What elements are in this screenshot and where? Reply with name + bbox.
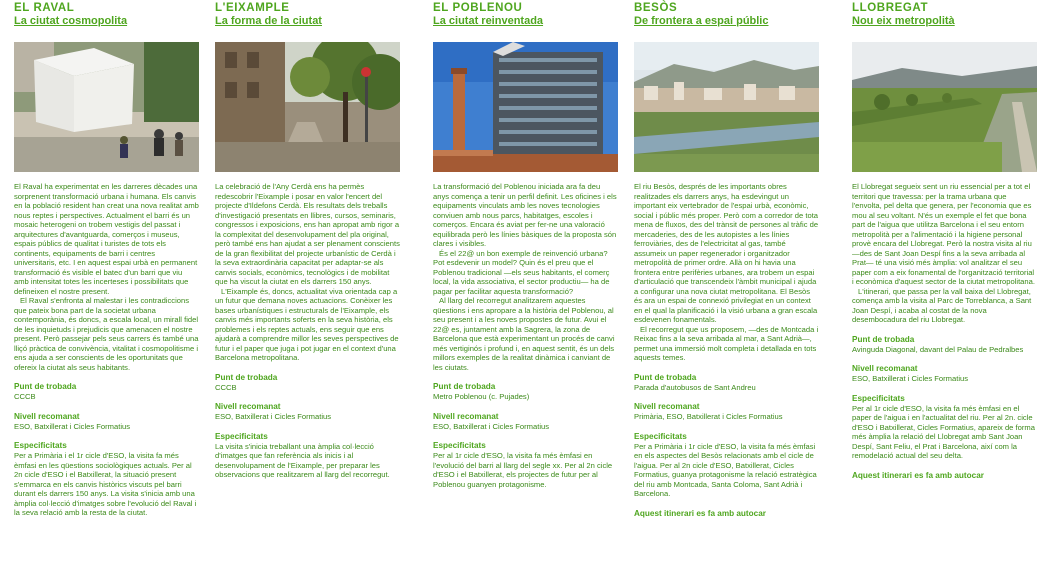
section-value: CCCB	[14, 392, 36, 401]
column-eixample	[215, 0, 400, 567]
section-heading: Especificitats	[215, 431, 268, 441]
section-value: CCCB	[215, 382, 237, 392]
section-value: ESO, Batxillerat i Cicles Formatius	[433, 421, 550, 431]
column-body	[852, 182, 1037, 325]
column-title: LLOBREGAT	[852, 2, 929, 14]
tree-lined-avenue-photo	[215, 42, 400, 172]
column-body	[215, 182, 400, 363]
section-value: Parada d'autobusos de Sant Andreu	[634, 382, 756, 392]
body-paragraph: El Llobregat segueix sent un riu essencial per a tot el territori que travessa: per la trama urbana que l'envolta, pel delta que genera, per l'economia que es mou al seu voltant. N'és un exemple el fet que bona part de l'aigua que utilitza Barcelona i el seu entorn metropolità per a l'alimentació i la higiene personal provè encara del Llobregat. Però la nostra visita al riu —des de Sant Joan Despí fins a la seva arribada al Prat— té una visió més àmplia: vol analitzar el seu paper com a eix fonamental de l'organització territorial i econòmica d'aquest sector de la ciutat metropolitana.	[852, 182, 1035, 286]
section-value: ESO, Batxillerat i Cicles Formatius	[852, 374, 969, 383]
section-value: La visita s'inicia treballant una àmplia col·lecció d'imatges que fan referència als inicis i al desenvolupament de l'Eixample, per preparar les observacions que realitzarem al llarg del recorregut.	[215, 441, 390, 479]
body-paragraph: La transformació del Poblenou iniciada ara fa deu anys comença a tenir un perfil definit. Les oficines i els equipaments vinculats amb les noves tecnologies conviuen amb nous parcs, habitatges, escoles i comerços. Encara és aviat per fer-ne una valoració equilibrada però les línies bàsiques de la proposta són clares i visibles.	[433, 182, 617, 248]
section-heading: Nivell recomanat	[215, 402, 281, 411]
column-llobregat	[852, 0, 1037, 567]
column-title: EL RAVAL	[14, 2, 75, 14]
section-heading: Nivell recomanat	[634, 402, 700, 411]
body-paragraph: El Raval s'enfronta al malestar i les contradiccions que pateix bona part de la societat urbana contemporània, és doncs, a escala local, un mirall fidel de les inquietuds i prejudicis que amenacen el nostre present. Però passejar pels seus carrers és també una lliçó pràctica de convivència, vitalitat i cosmopolitisme i ens ajuda a ser conscients de les oportunitats que ofereix la ciutat als seus habitants.	[14, 296, 199, 372]
market-tent-photo	[14, 42, 199, 172]
body-paragraph: L'itinerari, que passa per la vall baixa del Llobregat, comença amb la visita al Parc de Torreblanca, a Sant Joan Despí, i acaba al costat de la nova desembocadura del riu Llobregat.	[852, 286, 1032, 324]
section-value: Per al 1r cicle d'ESO, la visita fa més èmfasi en l'evolució del barri al llarg del segle xx. Per al 2n cicle d'ESO i el Batxillerat, els projectes de futur per al Poblenou guanyen protagonisme.	[433, 451, 613, 489]
body-paragraph: És el 22@ un bon exemple de reinvenció urbana? Pot esdevenir un model? Quin és el preu que el Poblenou tradicional —els seus habitants, el comerç local, la vida associativa, el sector productiu— ha de pagar per facilitar aquesta transformació?	[433, 248, 610, 296]
body-paragraph: El Raval ha experimentat en les darreres dècades una sorprenent transformació urbana i humana. Els canvis en la població resident han creat una nova realitat amb nous reptes i perspectives. Actualment el barri és un mosaic heterogeni on trobem vestigis del passat i arquitectures d'avantguarda, comerços i museus, espais públics de qualitat i turistes de tots els continents, equipaments de barri i centres universitaris, etc. I en aquest espai urbà en permanent transformació és visible el batec d'un barri que viu amb intensitat totes les incerteses i possibilitats que defineixen el nostre present.	[14, 182, 199, 296]
section-value: Per a Primària i el 1r cicle d'ESO, la visita fa més èmfasi en les qüestions sociològiques actuals. Per al 2n cicle d'ESO i el Batxillerat, la situació present s'emmarca en els canvis històrics viscuts pel barri durant els darrers 150 anys. La visita s'inicia amb una àmplia col·lecció d'imatges sobre l'evolució del Raval i la seva relació amb la resta de la ciutat.	[14, 451, 197, 517]
section-heading: Especificitats	[852, 393, 905, 403]
body-paragraph: La celebració de l'Any Cerdà ens ha permès redescobrir l'Eixample i posar en valor l'encert del projecte d'Ildefons Cerdà. Els resultats dels treballs d'investigació presentats en llibres, cursos, seminaris, congressos i exposicions, ens han apropat amb rigor a la complexitat del desenvolupament del pla original, però també ens han ajudat a ser plenament conscients de la gran flexibilitat del projecte urbanístic de Cerdà i la seva extraordinària capacitat per adaptar-se als canvis socials, econòmics, tecnològics i de mobilitat que ha viscut la ciutat en els darrers 150 anys.	[215, 182, 400, 286]
section-value: Primària, ESO, Batxillerat i Cicles Formatius	[634, 412, 783, 421]
column-raval	[14, 0, 199, 567]
section-value: ESO, Batxillerat i Cicles Formatius	[215, 412, 332, 421]
column-subtitle: Nou eix metropolità	[852, 15, 955, 27]
section-heading: Especificitats	[634, 431, 687, 441]
body-paragraph: Al llarg del recorregut analitzarem aquestes qüestions i ens apropare a la història del Poblenou, al seu present i a les noves propostes de futur. Avui el 22@ es, juntament amb la Sagrera, la zona de Barcelona que està experimentant un procés de canvi més vertiginós i profund i, en aquest sentit, és un dels millors exemples de la realitat dinàmica i canviant de les ciutats.	[433, 296, 615, 372]
body-paragraph: El recorregut que us proposem, —des de Montcada i Reixac fins a la seva arribada al mar, a Sant Adrià—, permet una immersió molt completa i detallada en tots aquests temes.	[634, 324, 819, 362]
section-heading: Punt de trobada	[634, 372, 697, 382]
body-paragraph: L'Eixample és, doncs, actualitat viva orientada cap a un futur que demana noves actuacions. Conèixer les bases urbanístiques i estructurals de l'Eixample, els canvis més importants soferts en la seva història, els problemes i els reptes actuals, ens seguir que ens ajudarà a comprendre millor les seves perspectives de futur i el paper que juga i pot jugar en el context d'una Barcelona metropolitana.	[215, 286, 399, 362]
section-heading: Nivell recomanat	[14, 411, 80, 421]
coach-note: Aquest itinerari es fa amb autocar	[852, 470, 984, 480]
column-body	[433, 182, 618, 372]
column-poblenou	[433, 0, 618, 567]
section-heading: Nivell recomanat	[433, 411, 499, 421]
column-subtitle: La ciutat cosmopolita	[14, 15, 128, 27]
column-subtitle: La forma de la ciutat	[215, 15, 322, 27]
section-heading: Nivell recomanat	[852, 364, 918, 373]
section-heading: Punt de trobada	[433, 382, 496, 391]
column-body	[634, 182, 819, 363]
coach-note: Aquest itinerari es fa amb autocar	[634, 508, 766, 518]
river-park-photo	[852, 42, 1037, 172]
column-body	[14, 182, 199, 372]
section-value: Per a Primària i 1r cicle d'ESO, la visita fa més èmfasi en els aspectes del Besòs relacionats amb el cicle de l'aigua. Per al 2n cicle d'ESO, Batxillerat, Cicles Formatius, guanya protagonisme la relació estratègica del riu amb Montcada, Santa Coloma, Sant Adrià i Barcelona.	[634, 441, 817, 498]
section-heading: Especificitats	[14, 441, 67, 450]
column-subtitle: La ciutat reinventada	[433, 15, 544, 27]
column-title: EL POBLENOU	[433, 2, 523, 14]
section-value: Avinguda Diagonal, davant del Palau de Pedralbes	[852, 344, 1024, 354]
section-heading: Punt de trobada	[215, 372, 278, 382]
section-heading: Especificitats	[433, 441, 486, 450]
column-title: BESÒS	[634, 2, 678, 14]
section-value: Metro Poblenou (c. Pujades)	[433, 392, 530, 401]
section-heading: Punt de trobada	[14, 382, 77, 391]
section-value: ESO, Batxillerat i Cicles Formatius	[14, 421, 131, 431]
section-heading: Punt de trobada	[852, 334, 915, 344]
column-title: L'EIXAMPLE	[215, 2, 290, 14]
section-value: Per al 1r cicle d'ESO, la visita fa més èmfasi en el paper de l'aigua i en l'actualitat del riu. Per al 2n. cicle d'ESO i Batxillerat, Cicles Formatius, apareix de forma més àmplia la relació del Llobregat amb Sant Joan Despí, Sant Feliu, el Prat i Barcelona, així com la remodelació actual del seu delta.	[852, 403, 1035, 460]
body-paragraph: El riu Besòs, després de les importants obres realitzades els darrers anys, ha esdevingut un important eix vertebrador de l'espai urbà, econòmic, social i públic més proper. Però com a corredor de tota mena de fluxos, des del trànsit de persones al tràfic de mercaderies, des de les autopistes a les línies ferroviàries, des de l'electricitat al gas, també assumeix un paper regenerador i organitzador metropolità de primer ordre. Allà on hi havia una frontera entre perifèries urbanes, ara trobem un espai d'articulació que transcendeix l'àmbit municipal i ajuda a configurar una nova ciutat metropolitana. El Besòs és ara un espai de connexió privilegiat en un context en el qual la planificació i la visió urbana a gran escala esdevenen fonamentals.	[634, 182, 819, 324]
river-valley-photo	[634, 42, 819, 172]
column-subtitle: De frontera a espai públic	[634, 15, 769, 27]
factory-chimney-photo	[433, 42, 618, 172]
column-besos	[634, 0, 819, 567]
